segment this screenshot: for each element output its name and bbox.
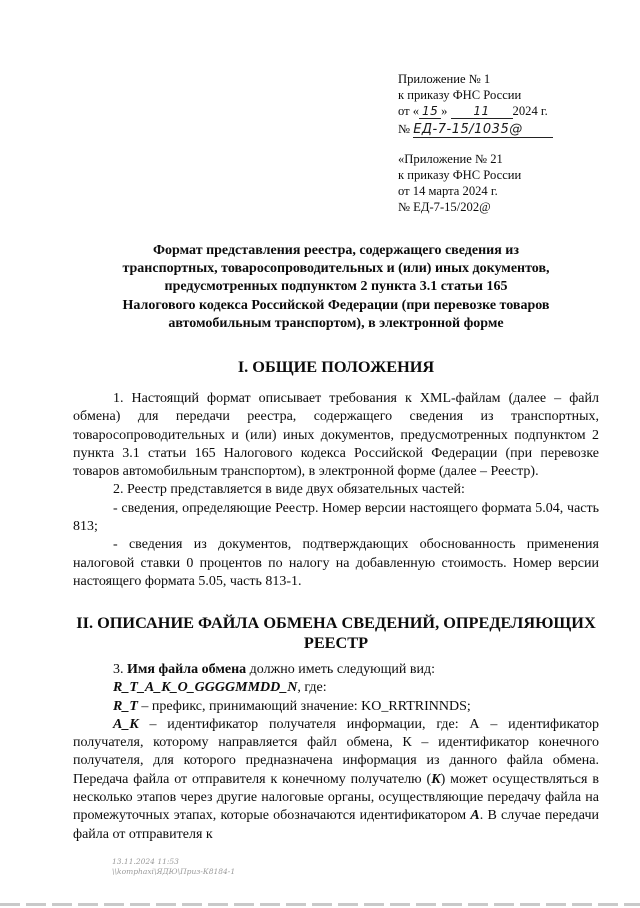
stamp-line: № ЕД-7-15/202@ xyxy=(398,200,491,214)
appendix-stamp-original xyxy=(398,151,521,215)
filename-pattern: R_T_A_K_O_GGGGMMDD_N xyxy=(113,680,298,696)
stamp-line: к приказу ФНС России xyxy=(398,88,522,102)
handwritten-day: 15 xyxy=(419,104,441,119)
paragraph: R_T_A_K_O_GGGGMMDD_N, где: xyxy=(113,680,327,696)
section2-body xyxy=(73,661,599,844)
paragraph: 2. Реестр представляется в виде двух обязательных частей: xyxy=(113,482,465,498)
section1-body xyxy=(73,390,599,591)
paragraph: - сведения из документов, подтверждающих обоснованность применения налоговой ставки 0 процентов по налогу на добавленную стоимость. Номер версии настоящего формата 5.05, часть 813-1. xyxy=(73,537,599,589)
paragraph: A_K – идентификатор получателя информации, где: А – идентификатор получателя, которому направляется файл обмена, К – идентификатор конечного получателя, для которого предназначена информация из данного файла обмена. Передача файла от отправителя к конечному получателю (K) может осуществляться в несколько этапов через другие налоговые органы, осуществляющие передачу файла на промежуточных этапах, которые обозначаются идентификатором А. В случае передачи файла от отправителя к xyxy=(73,716,599,842)
stamp-line: к приказу ФНС России xyxy=(398,168,522,182)
paragraph: 3. Имя файла обмена должно иметь следующий вид: xyxy=(113,662,436,677)
document-title: Формат представления реестра, содержащего сведения из транспортных, товаросопроводительных и (или) иных документов, предусмотренных подпунктом 2 пункта 3.1 статьи 165 Налогового кодекса Российской Федерации (при перевозке товаров автомобильным транспортом), в электронной форме xyxy=(122,243,550,331)
handwritten-month: 11 xyxy=(451,104,513,119)
stamp-date: от « 15 » 11 2024 г. xyxy=(398,104,548,118)
paragraph: - сведения, определяющие Реестр. Номер версии настоящего формата 5.04, часть 813; xyxy=(73,500,599,535)
handwritten-number: ЕД-7-15/1035@ xyxy=(413,123,553,138)
stamp-number: № ЕД-7-15/1035@ xyxy=(398,121,553,138)
stamp-line: от 14 марта 2024 г. xyxy=(398,184,498,198)
print-footer: 13.11.2024 11:53 \\komphaxi\ЯДЮ\Приз-К8184-1 xyxy=(112,857,236,876)
paragraph: R_T – префикс, принимающий значение: KO_RRTRINNDS; xyxy=(113,698,471,714)
section-heading: II. ОПИСАНИЕ ФАЙЛА ОБМЕНА СВЕДЕНИЙ, ОПРЕДЕЛЯЮЩИХ РЕЕСТР xyxy=(76,613,596,652)
stamp-line: Приложение № 1 xyxy=(398,72,491,86)
section-heading: I. ОБЩИЕ ПОЛОЖЕНИЯ xyxy=(237,357,435,376)
stamp-line: «Приложение № 21 xyxy=(398,152,503,166)
paragraph: 1. Настоящий формат описывает требования к XML-файлам (далее – файл обмена) для передачи реестра, содержащего сведения из транспортных, товаросопроводительных и (или) иных документов, предусмотренных подпунктом 2 пункта 3.1 статьи 165 Налогового кодекса Российской Федерации (при перевозке товаров автомобильным транспортом), в электронной форме (далее – Реестр). xyxy=(73,391,599,480)
scan-edge xyxy=(0,903,640,906)
appendix-stamp-new xyxy=(398,71,553,138)
